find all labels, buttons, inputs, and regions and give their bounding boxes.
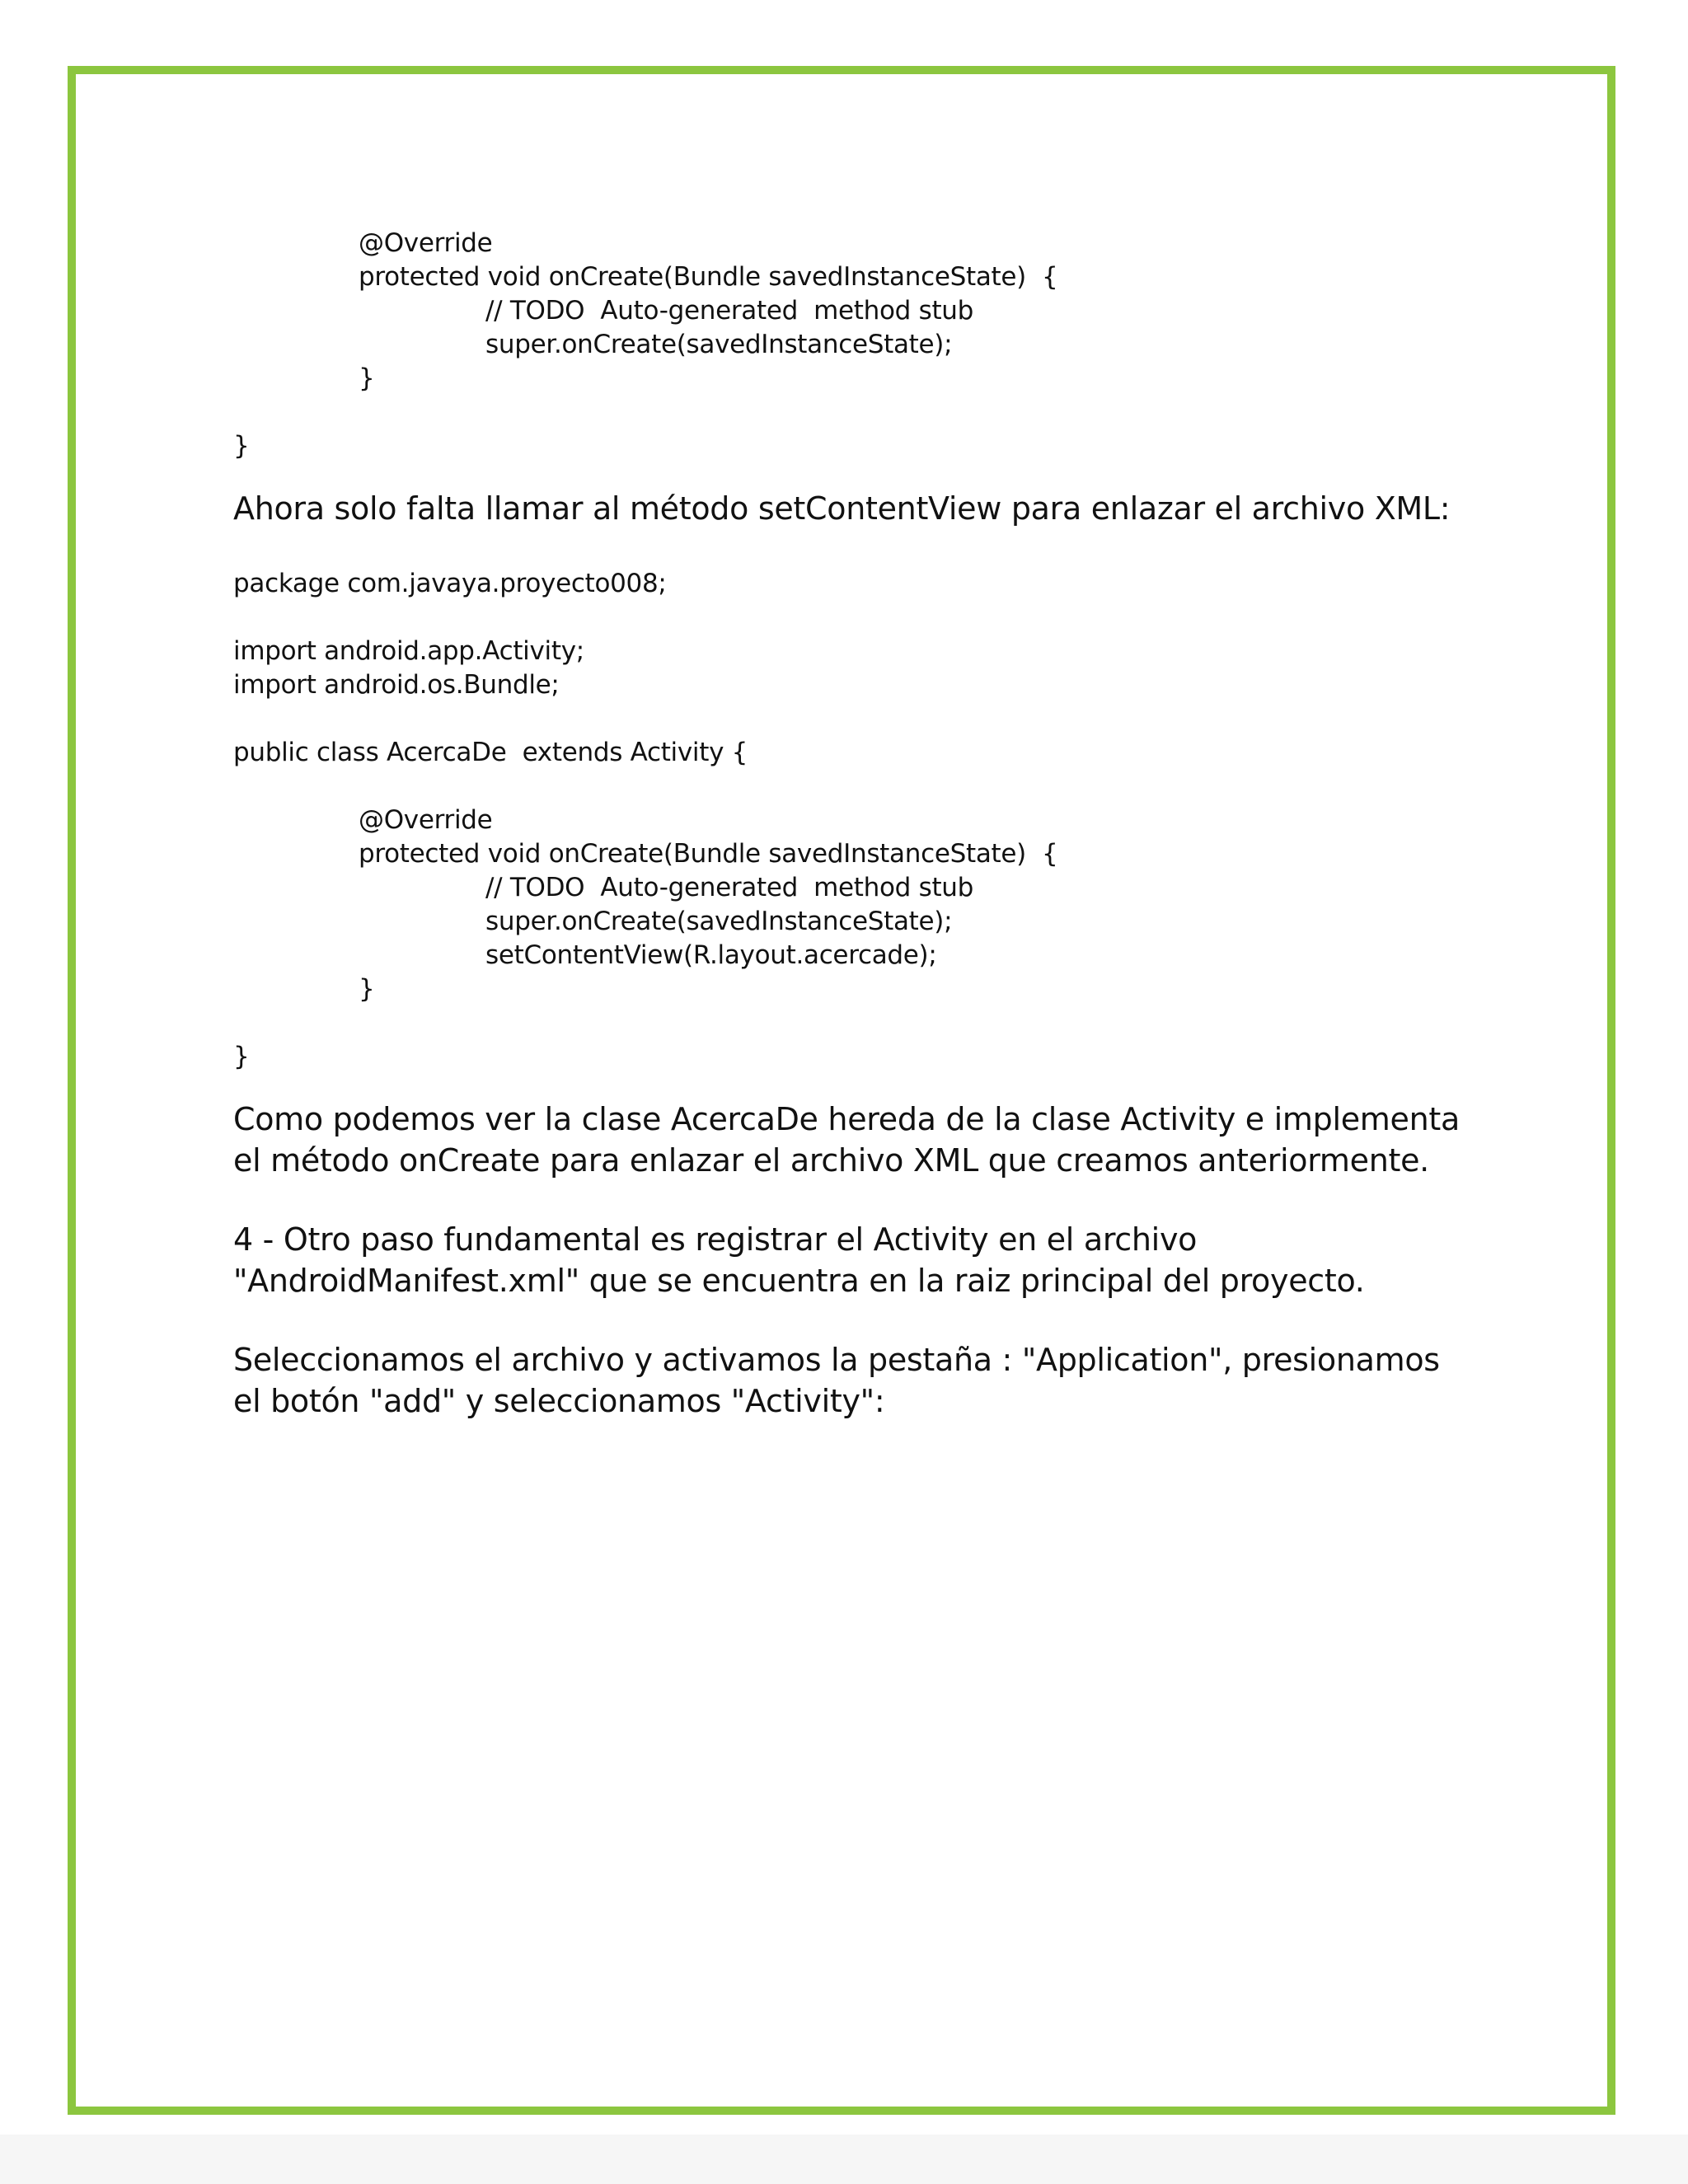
code-line (233, 601, 1470, 635)
code-line (233, 1006, 1470, 1040)
code-line: import android.os.Bundle; (233, 670, 560, 700)
code-line: import android.app.Activity; (233, 636, 584, 666)
code-line: setContentView(R.layout.acercade); (485, 940, 937, 970)
document-content (233, 227, 1470, 1422)
code-line (233, 770, 1470, 804)
code-line: // TODO Auto-generated method stub (485, 296, 974, 326)
code-line: protected void onCreate(Bundle savedInstanceState) { (359, 839, 1058, 869)
paragraph-setcontentview-intro: Ahora solo falta llamar al método setContentView para enlazar el archivo XML: (233, 490, 1451, 527)
paragraph-select-application-tab: Seleccionamos el archivo y activamos la pestaña : "Application", presionamos el botón "add" y seleccionamos "Activity": (233, 1342, 1440, 1419)
code-line: } (233, 1042, 250, 1071)
paragraph-step-4-manifest: 4 - Otro paso fundamental es registrar el Activity en el archivo "AndroidManifest.xml" que se encuentra en la raiz principal del proyecto. (233, 1221, 1365, 1299)
code-line: super.onCreate(savedInstanceState); (485, 330, 953, 359)
code-line: super.onCreate(savedInstanceState); (485, 907, 953, 936)
code-line: public class AcercaDe extends Activity { (233, 738, 748, 767)
code-line (233, 396, 1470, 429)
code-block-continuation (233, 227, 1470, 463)
code-line: @Override (359, 228, 493, 258)
code-line (233, 702, 1470, 736)
paragraph-acercade-explanation: Como podemos ver la clase AcercaDe hereda de la clase Activity e implementa el método onCreate para enlazar el archivo XML que creamos anteriormente. (233, 1101, 1460, 1179)
page-bottom-margin (0, 2135, 1688, 2184)
code-line: } (359, 363, 375, 393)
code-line: @Override (359, 805, 493, 835)
code-line: package com.javaya.proyecto008; (233, 569, 667, 598)
code-line: } (359, 974, 375, 1004)
code-block-acercade-class (233, 567, 1470, 1074)
code-line: protected void onCreate(Bundle savedInstanceState) { (359, 262, 1058, 292)
code-line: // TODO Auto-generated method stub (485, 873, 974, 902)
code-line: } (233, 431, 250, 461)
